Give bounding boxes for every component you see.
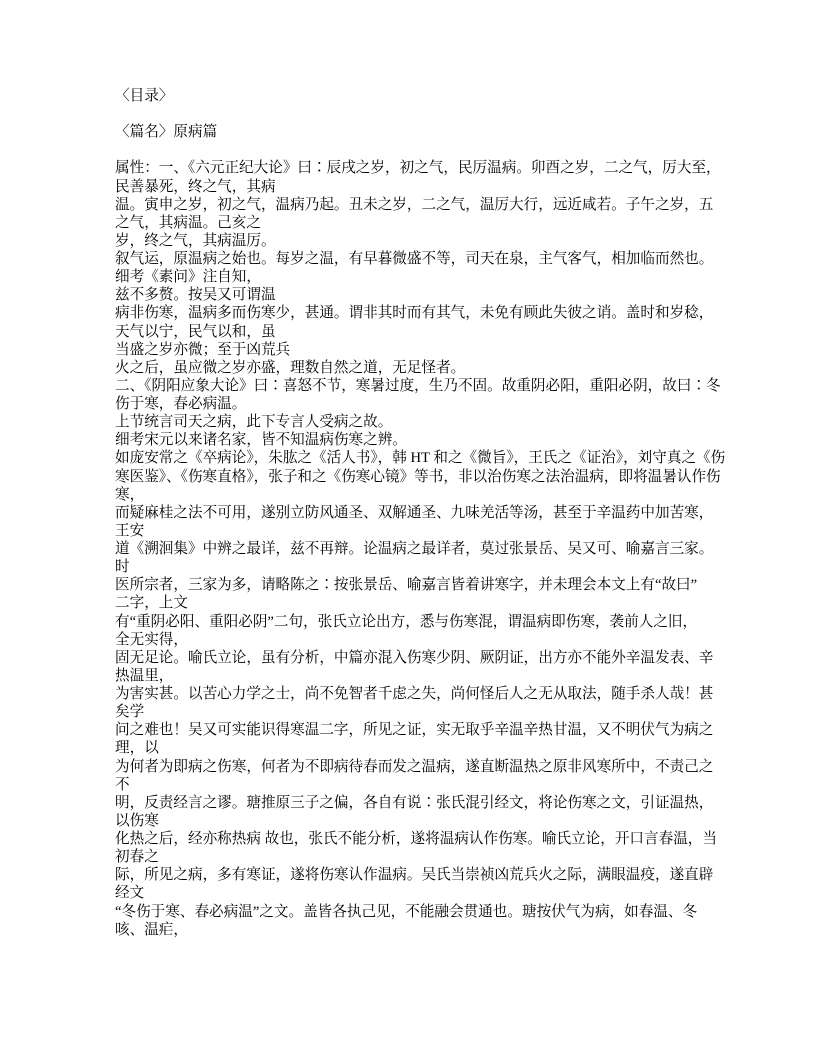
body-line: 为害实甚。以苦心力学之士，尚不免智者千虑之失，尚何怪后人之无从取法，随手杀人哉！甚 — [115, 686, 714, 703]
body-line: 伤于寒，春必病温。 — [115, 396, 247, 413]
body-line: 病非伤寒，温病多而伤寒少，甚通。谓非其时而有其气，未免有顾此失彼之诮。盖时和岁稔， — [115, 305, 714, 322]
chapter-title: 〈篇名〉原病篇 — [115, 124, 218, 141]
body-line: 细考《素问》注自知， — [115, 269, 261, 286]
body-line: 道《溯洄集》中辨之最详，兹不再辩。论温病之最详者，莫过张景岳、吴又可、喻嘉言三家。 — [115, 541, 714, 558]
body-line: 全无实得， — [115, 631, 188, 648]
body-line: 上节统言司天之病，此下专言人受病之故。 — [115, 414, 393, 431]
body-line: 岁，终之气，其病温厉。 — [115, 232, 276, 249]
body-line: 而疑麻桂之法不可用，遂别立防风通圣、双解通圣、九味羌活等汤，甚至于辛温药中加苦寒， — [115, 504, 714, 521]
body-line: 矣学 — [115, 704, 145, 721]
body-line: 天气以宁，民气以和，虽 — [115, 323, 276, 340]
body-line: 之气，其病温。己亥之 — [115, 214, 261, 231]
body-line: 细考宋元以来诸名家，皆不知温病伤寒之辨。 — [115, 432, 407, 449]
body-line: 有“重阴必阳、重阳必阴”二句，张氏立论出方，悉与伤寒混，谓温病即伤寒，袭前人之旧， — [115, 613, 698, 630]
body-line: 理，以 — [115, 740, 159, 757]
body-line: 时 — [115, 559, 130, 576]
body-line: 际，所见之病，多有寒证，遂将伤寒认作温病。吴氏当崇祯凶荒兵火之际，满眼温疫，遂直辟 — [115, 867, 714, 884]
body-line: 医所宗者，三家为多，请略陈之∶按张景岳、喻嘉言皆着讲寒字，并未理会本文上有“故曰” — [115, 577, 698, 594]
body-line: 不 — [115, 776, 130, 793]
blank-line — [115, 141, 707, 159]
body-line: 初春之 — [115, 849, 159, 866]
body-line: 问之难也！吴又可实能识得寒温二字，所见之证，实无取乎辛温辛热甘温，又不明伏气为病之 — [115, 722, 714, 739]
body-line: 如庞安常之《卒病论》，朱肱之《活人书》，韩 HT 和之《微旨》，王氏之《证治》，刘守真之《伤 — [115, 450, 726, 467]
body-line: 二字，上文 — [115, 595, 188, 612]
body-line: 以伤寒 — [115, 812, 159, 829]
body-line: 咳、温疟， — [115, 921, 188, 938]
body-line: 兹不多赘。按吴又可谓温 — [115, 287, 276, 304]
body-line: 民善暴死，终之气，其病 — [115, 178, 276, 195]
body-line: 属性：一、《六元正纪大论》曰∶辰戌之岁，初之气，民厉温病。卯酉之岁，二之气，厉大至， — [115, 160, 721, 177]
body-line: 明，反责经言之谬。瑭推原三子之偏，各自有说∶张氏混引经文，将论伤寒之文，引证温热， — [115, 794, 714, 811]
toc-marker: 〈目录〉 — [115, 88, 174, 104]
body-line: 叙气运，原温病之始也。每岁之温，有早暮微盛不等，司天在泉，主气客气，相加临而然也。 — [115, 251, 714, 268]
text-block — [115, 87, 726, 939]
body-line: 固无足论。喻氏立论，虽有分析，中篇亦混入伤寒少阴、厥阴证，出方亦不能外辛温发表、辛 — [115, 649, 714, 666]
body-line: 热温里， — [115, 667, 174, 684]
body-line: 寒医鉴》、《伤寒直格》，张子和之《伤寒心镜》等书，非以治伤寒之法治温病，即将温暑认作伤 — [115, 468, 721, 485]
body-line: 二、《阴阳应象大论》曰∶喜怒不节，寒暑过度，生乃不固。故重阴必阳，重阳必阴，故曰∶冬 — [115, 377, 721, 394]
body-line: 王安 — [115, 522, 145, 539]
body-line: 经文 — [115, 885, 145, 902]
body-line: 寒， — [115, 486, 145, 503]
body-line: 为何者为即病之伤寒，何者为不即病待春而发之温病，遂直断温热之原非风寒所中，不责己之 — [115, 758, 714, 775]
body-line: “冬伤于寒、春必病温”之文。盖皆各执己见，不能融会贯通也。瑭按伏气为病，如春温、冬 — [115, 903, 698, 920]
body-line: 当盛之岁亦微；至于凶荒兵 — [115, 341, 291, 358]
body-line: 温。寅申之岁，初之气，温病乃起。丑未之岁，二之气，温厉大行，远近咸若。子午之岁，五 — [115, 196, 714, 213]
body-line: 化热之后，经亦称热病 故也，张氏不能分析，遂将温病认作伤寒。喻氏立论，开口言春温，当 — [115, 831, 717, 848]
blank-line — [115, 105, 707, 123]
body-line: 火之后，虽应微之岁亦盛，理数自然之道，无足怪者。 — [115, 359, 466, 376]
